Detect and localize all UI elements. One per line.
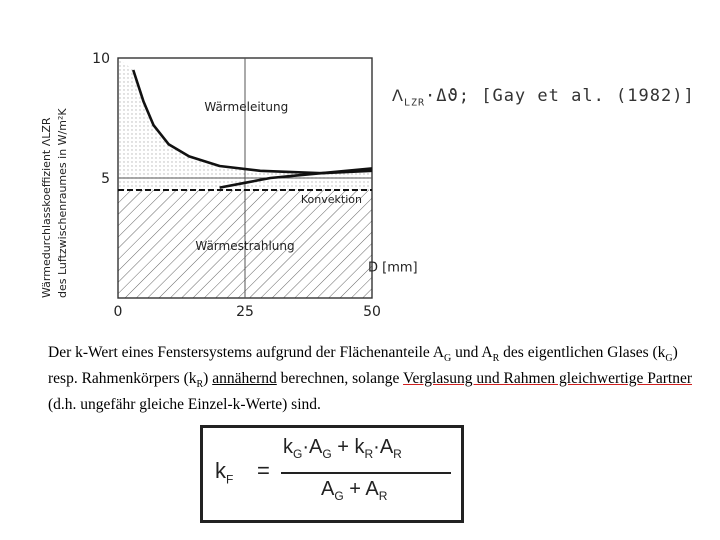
formula-numerator: $k_G\cdot A_G + k_R\cdot A_R$ [283, 436, 402, 461]
subscript: R [196, 379, 204, 391]
heat-transfer-chart [30, 8, 450, 328]
text-segment: (d.h. ungefähr gleiche Einzel-k-Werte) sind. [48, 396, 321, 414]
underlined-partner-phrase: Verglasung und Rahmen gleichwertige Partner [403, 370, 692, 388]
fraction-bar [281, 472, 451, 474]
x-tick-label: 0 [113, 304, 123, 320]
y-tick-label: 5 [101, 171, 110, 187]
label-waermeleitung: Wärmeleitung [204, 99, 289, 114]
delta-theta: ·Δϑ; [425, 86, 470, 106]
text-segment: des eigentlichen Glases (k [499, 344, 666, 361]
formula-denominator: $A_G + A_R$ [321, 478, 388, 503]
text-segment: Der k-Wert eines Fenstersystems aufgrund der Flächenanteile A [48, 344, 445, 361]
subscript: R [492, 353, 500, 365]
formula-equals: = [257, 458, 270, 483]
y-axis-label-line1: Wärmedurchlasskoeffizient ΛLZR [40, 117, 53, 298]
subscript: G [444, 353, 452, 365]
text-segment: ) [203, 370, 213, 388]
x-tick-label: 50 [363, 304, 381, 320]
lambda-symbol: Λ [392, 86, 404, 105]
x-axis-label: D [mm] [368, 260, 418, 276]
text-segment: ) resp. Rahmenkörpers (k [48, 344, 678, 388]
lambda-subscript: LZR [403, 97, 426, 109]
kf-formula-box [200, 425, 464, 523]
text-segment: und A [451, 344, 493, 361]
x-tick-label: 25 [236, 304, 254, 320]
text-segment: berechnen, solange [276, 370, 404, 388]
formula-lhs: $k_F$ [215, 458, 234, 487]
y-tick-label: 10 [92, 51, 110, 67]
label-waermestrahlung: Wärmestrahlung [195, 239, 295, 253]
heat-transfer-figure [30, 8, 450, 328]
body-paragraph [48, 343, 708, 415]
reference-citation: [Gay et al. (1982)] [481, 86, 695, 106]
subscript: G [665, 353, 673, 365]
y-axis-label-line2: des Luftzwischenraumes in W/m²K [56, 108, 69, 298]
label-konvektion: Konvektion [300, 193, 362, 207]
underlined-annaehernd: annähernd [212, 370, 277, 388]
formula-annotation [392, 86, 695, 108]
